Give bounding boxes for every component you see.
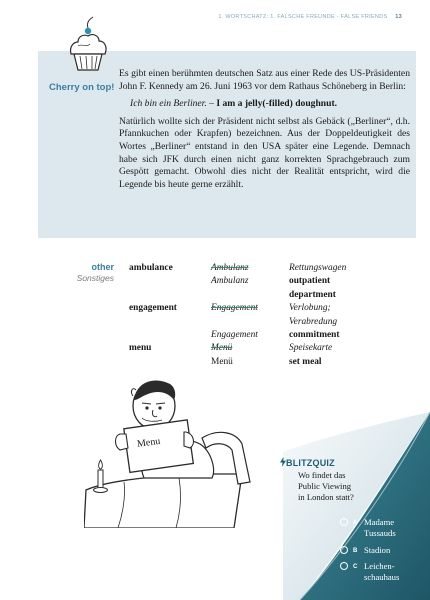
quiz-option-letter: A xyxy=(353,520,358,526)
vocab-meaning: commitment xyxy=(289,330,340,340)
page-number: 13 xyxy=(395,14,402,20)
vocab-meaning: outpatient xyxy=(289,276,331,287)
vocab-meaning: Verabredung xyxy=(289,316,338,327)
vocab-meaning: Speisekarte xyxy=(289,343,333,354)
quiz-option-text: Stadion xyxy=(364,545,391,555)
vocab-false-friend: Menü xyxy=(211,343,233,354)
vocab-false-friend: Ambulanz xyxy=(211,276,249,287)
blitzquiz-question: Wo findet das Public Viewing in London statt? xyxy=(298,470,354,502)
quiz-option-letter: B xyxy=(353,548,358,554)
radio-circle-icon[interactable] xyxy=(340,518,348,526)
vocab-meaning: Verlobung; xyxy=(289,303,331,314)
vocab-false-friend: Ambulanz xyxy=(211,263,249,273)
quiz-option-letter: C xyxy=(353,564,358,570)
other-label-de: Sonstiges xyxy=(76,273,114,283)
blitzquiz-title: BLITZQUIZ xyxy=(286,458,335,468)
quiz-option-text: Leichen-schauhaus xyxy=(364,561,400,582)
quote-english: I am a jelly(-filled) doughnut. xyxy=(216,98,338,110)
running-title: 1. WORTSCHATZ: 1. FALSCHE FREUNDE - FALSE FRIENDS xyxy=(218,14,388,20)
vocab-english: menu xyxy=(129,343,152,354)
vocab-meaning: department xyxy=(289,289,336,300)
quiz-option-text: Madame Tussauds xyxy=(364,517,396,538)
vocab-meaning: set meal xyxy=(289,356,322,367)
vocab-english: ambulance xyxy=(129,263,173,273)
vocab-english: engagement xyxy=(129,303,177,314)
radio-circle-icon[interactable] xyxy=(340,562,348,570)
quote-separator: – xyxy=(206,98,217,110)
menu-card-text: Menu xyxy=(136,435,162,451)
radio-circle-icon[interactable] xyxy=(340,546,348,554)
other-label-en: other xyxy=(91,262,114,272)
cherry-paragraph-2: Natürlich wollte sich der Präsident nicht selbst als Gebäck („Berliner“, d.h. Pfannkuchen oder Krapfen) bezeichnen. Aus der Doppeldeutigkeit des Wortes „Berliner“ entstand in den USA später eine Legende. Demnach habe sich JFK durch einen nicht ganz korrekten Sprachgebrauch zum Gespött gemacht. Obwohl dies nicht der Realität entspricht, wird die Legende bis heute gerne erzählt. xyxy=(119,115,410,190)
vocab-false-friend: Menü xyxy=(211,356,233,367)
cherry-on-top-label: Cherry on top! xyxy=(49,82,115,93)
quote-german: Ich bin ein Berliner. xyxy=(130,98,207,110)
vocab-false-friend: Engagement xyxy=(211,330,258,340)
cherry-paragraph-1: Es gibt einen berühmten deutschen Satz aus einer Rede des US-Präsidenten John F. Kennedy am 26. Juni 1963 vor dem Rathaus Schöneberg in Berlin: xyxy=(119,68,410,92)
vocab-meaning: Rettungswagen xyxy=(289,263,347,273)
vocab-false-friend: Engagement xyxy=(211,303,258,314)
